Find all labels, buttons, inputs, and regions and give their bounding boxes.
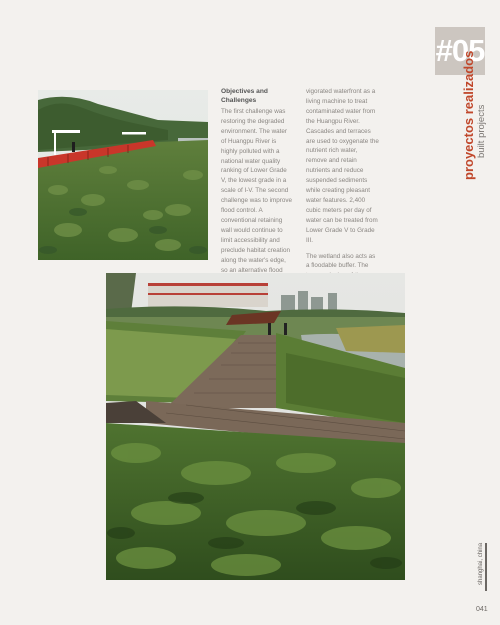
- section-title-es: proyectos realizados: [461, 50, 476, 180]
- paragraph-objectives: The first challenge was restoring the degraded environment. The water of Huangpu River is highly polluted with a national water quality ranking of Lower Grade V, the lowest grade in a scale of I-V. The second challenge was to improve flood control. A conventional retaining wall would continue to limit accessibility and preclude habitat creation along the water's edge, so an alternative flood: [221, 108, 293, 274]
- chapter-number-badge: #05: [435, 27, 485, 75]
- page-number: 041: [476, 606, 488, 613]
- wetland-boardwalk-photo: [106, 273, 405, 580]
- paragraph-living-machine: vigorated waterfront as a living machine to treat contaminated water from the Huangpu River. Cascades and terraces are used to oxygenate the nutrient rich water, remove and retain nutrients and reduce suspended sediments while creating pleasant water features. 2,400 cubic meters per day of water can be treated from Lower Grade V to Grade III.: [306, 88, 379, 244]
- wetland-lotus-photo: [38, 90, 208, 260]
- page-divider-line: [485, 543, 487, 591]
- heading-objectives: Objectives and Challenges: [221, 88, 268, 104]
- paragraph-floodable-buffer: The wetland also acts as a floodable buffer. The: [306, 252, 376, 270]
- section-title-en: built projects: [476, 104, 487, 158]
- location-label: shanghai, china: [478, 542, 484, 585]
